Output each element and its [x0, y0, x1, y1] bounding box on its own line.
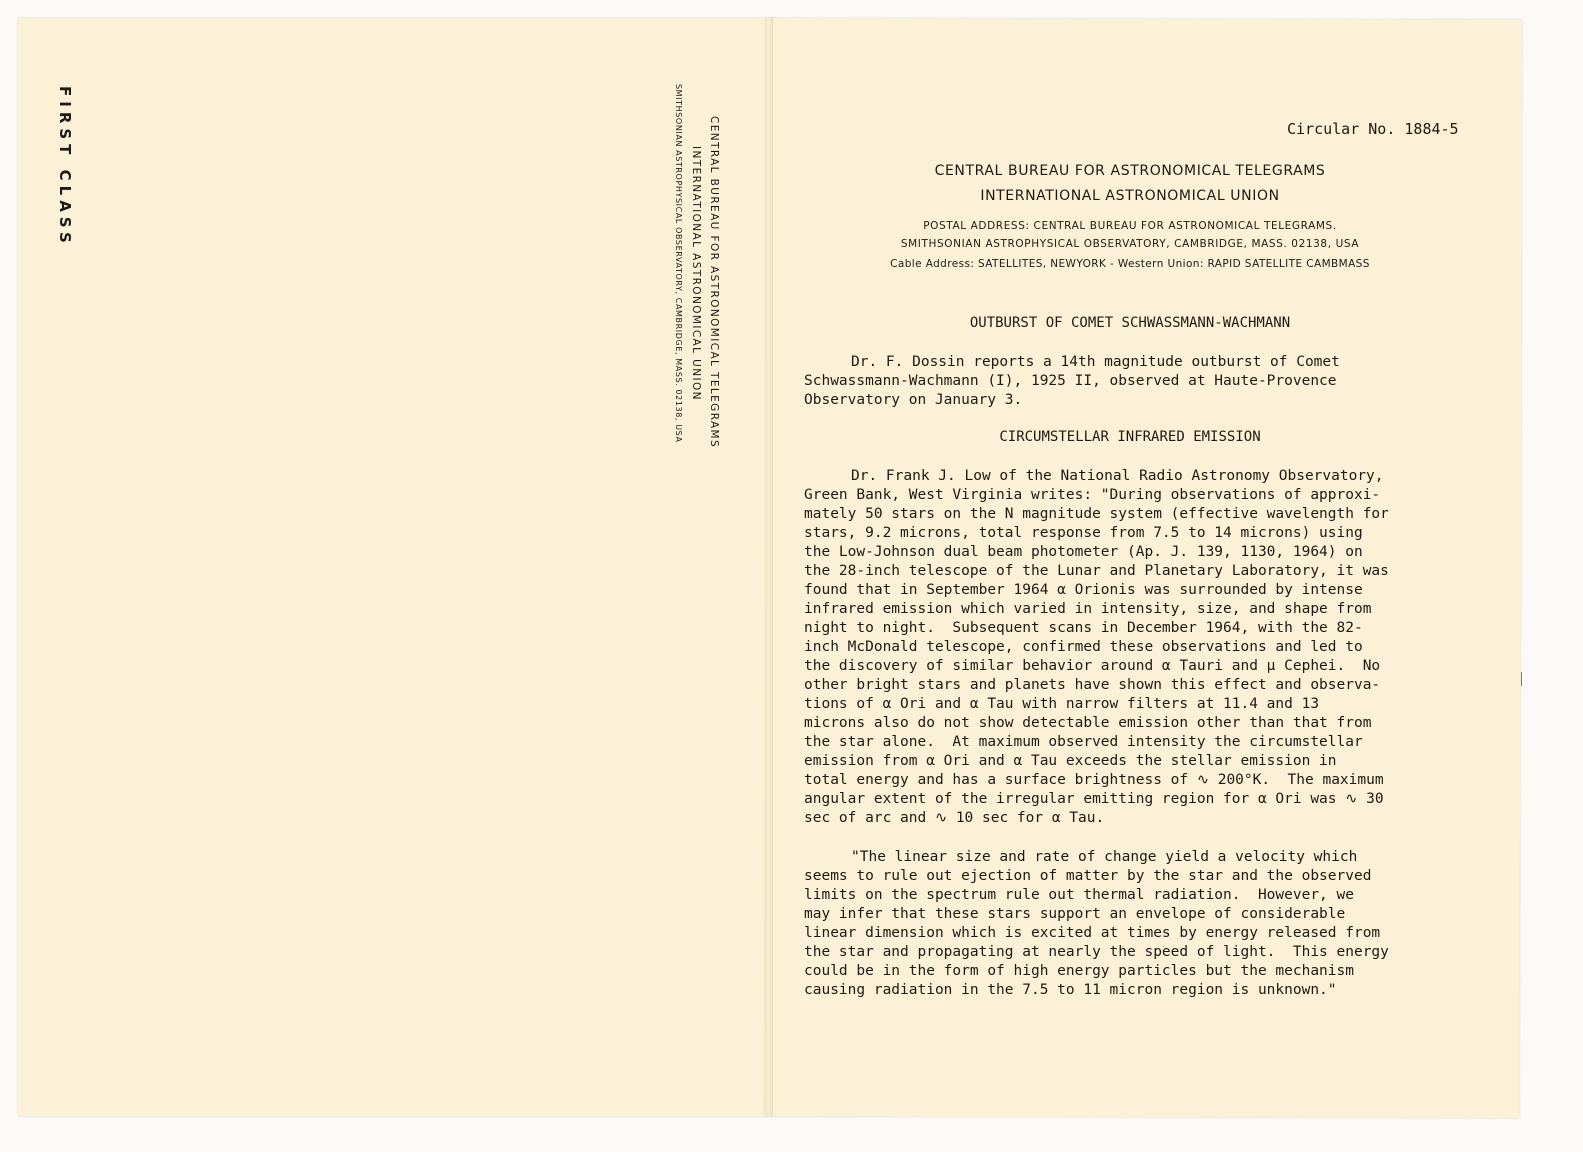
- text-line: the Low-Johnson dual beam photometer (Ap. J. 139, 1130, 1964) on: [804, 544, 1363, 560]
- text-line: tions of α Ori and α Tau with narrow filters at 11.4 and 13: [804, 696, 1320, 712]
- section-title-infrared-emission: CIRCUMSTELLAR INFRARED EMISSION: [999, 429, 1261, 445]
- comet-outburst-paragraph: [804, 353, 1504, 410]
- text-line: limits on the spectrum rule out thermal radiation. However, we: [804, 887, 1354, 903]
- text-line: the discovery of similar behavior around α Tauri and μ Cephei. No: [804, 658, 1381, 674]
- text-line: causing radiation in the 7.5 to 11 micron region is unknown.": [804, 982, 1337, 998]
- left-page-mailer: [18, 18, 775, 1116]
- text-line: linear dimension which is excited at times by energy released from: [804, 925, 1381, 941]
- text-line: "The linear size and rate of change yield a velocity which: [851, 849, 1358, 865]
- text-line: total energy and has a surface brightness of ∿ 200°K. The maximum: [804, 772, 1384, 788]
- infrared-emission-paragraph: [804, 467, 1504, 828]
- text-line: could be in the form of high energy particles but the mechanism: [804, 963, 1354, 979]
- postal-address-line-2: SMITHSONIAN ASTROPHYSICAL OBSERVATORY, CAMBRIDGE, MASS. 02138, USA: [900, 238, 1360, 250]
- bureau-name: CENTRAL BUREAU FOR ASTRONOMICAL TELEGRAMS: [934, 163, 1326, 179]
- text-line: infrared emission which varied in intensity, size, and shape from: [804, 601, 1372, 617]
- text-line: Green Bank, West Virginia writes: "During observations of approxi-: [804, 487, 1381, 503]
- text-line: microns also do not show detectable emission other than that from: [804, 715, 1372, 731]
- cable-address: Cable Address: SATELLITES, NEWYORK - Western Union: RAPID SATELLITE CAMBMASS: [890, 258, 1370, 270]
- return-address-line-1: CENTRAL BUREAU FOR ASTRONOMICAL TELEGRAMS: [708, 116, 720, 449]
- text-line: mately 50 stars on the N magnitude system (effective wavelength for: [804, 506, 1389, 522]
- text-line: found that in September 1964 α Orionis was surrounded by intense: [804, 582, 1363, 598]
- postal-address-line-1: POSTAL ADDRESS: CENTRAL BUREAU FOR ASTRONOMICAL TELEGRAMS.: [923, 220, 1337, 232]
- text-line: night to night. Subsequent scans in December 1964, with the 82-: [804, 620, 1363, 636]
- circular-number: Circular No. 1884-5: [1287, 120, 1459, 138]
- return-address-line-2: INTERNATIONAL ASTRONOMICAL UNION: [690, 146, 702, 401]
- first-class-label: FIRST CLASS: [56, 86, 74, 248]
- union-name: INTERNATIONAL ASTRONOMICAL UNION: [980, 188, 1280, 204]
- text-line: Dr. Frank J. Low of the National Radio Astronomy Observatory,: [851, 468, 1384, 484]
- text-line: stars, 9.2 microns, total response from 7.5 to 14 microns) using: [804, 525, 1363, 541]
- text-line: emission from α Ori and α Tau exceeds the stellar emission in: [804, 753, 1337, 769]
- quote-paragraph: [804, 848, 1504, 1000]
- paper-edge-mark: [1521, 672, 1526, 686]
- return-address-line-3: SMITHSONIAN ASTROPHYSICAL OBSERVATORY, CAMBRIDGE, MASS. 02138, USA: [674, 84, 683, 443]
- page-fold: [765, 18, 773, 1116]
- text-line: Observatory on January 3.: [804, 392, 1023, 408]
- text-line: may infer that these stars support an envelope of considerable: [804, 906, 1346, 922]
- text-line: the 28-inch telescope of the Lunar and Planetary Laboratory, it was: [804, 563, 1389, 579]
- text-line: sec of arc and ∿ 10 sec for α Tau.: [804, 810, 1105, 826]
- text-line: the star and propagating at nearly the speed of light. This energy: [804, 944, 1389, 960]
- text-line: Schwassmann-Wachmann (I), 1925 II, observed at Haute-Provence: [804, 373, 1337, 389]
- text-line: other bright stars and planets have shown this effect and observa-: [804, 677, 1381, 693]
- text-line: inch McDonald telescope, confirmed these observations and led to: [804, 639, 1363, 655]
- text-line: Dr. F. Dossin reports a 14th magnitude outburst of Comet: [851, 354, 1340, 370]
- text-line: seems to rule out ejection of matter by the star and the observed: [804, 868, 1372, 884]
- text-line: the star alone. At maximum observed intensity the circumstellar: [804, 734, 1363, 750]
- text-line: angular extent of the irregular emitting region for α Ori was ∿ 30: [804, 791, 1384, 807]
- section-title-comet-outburst: OUTBURST OF COMET SCHWASSMANN-WACHMANN: [969, 315, 1291, 331]
